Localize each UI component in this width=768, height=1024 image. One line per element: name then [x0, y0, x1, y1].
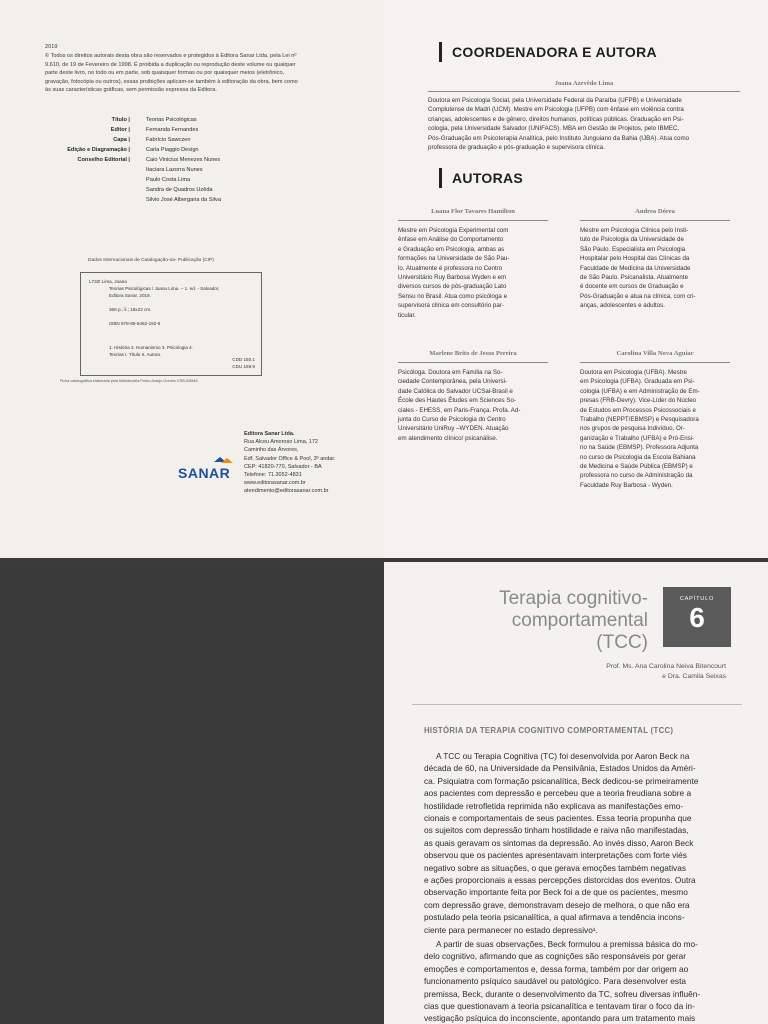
section-bar — [439, 42, 442, 62]
divider — [398, 362, 548, 363]
body-paragraph: A partir de suas observações, Beck formulou a premissa básica do mo- delo cognitivo, afirmando que as cognições são responsáveis por gerar emoções e comportamentos e, dessa forma, também por dar origem ao funcionamento psíquico saudável ou patológico. Para desenvolver esta premissa, Beck, durante o desenvolvimento da TC, sofreu diversas influên- cias que questionavam a teoria psicanalítica e tentavam tirar o foco da in- vestigação psíquica do inconsciente, apontando para um tratamento mais — [424, 939, 701, 1024]
body-paragraph: A TCC ou Terapia Cognitiva (TC) foi desenvolvida por Aaron Beck na década de 60, na Universidade da Pensilvânia, Estados Unidos da Améri- ca. Psiquiatra com formação psicanalítica, Beck dedicou-se primeiramente aos pacientes com depressão e percebeu que a teoria freudiana sobre a hostilidade retrofletida reprimida não explicava as manifestações emo- cionais e comportamentais de seus pacientes. Essa teoria propunha que os sujeitos com depressão tinham hostilidade e raiva não manifestadas, as quais geravam os sintomas da depressão. Ao invés disso, Aaron Beck observou que os pacientes apresentavam interpretações com forte viés negativo sobre as situações, o que gerava emoções também negativas e ações proporcionais a essas percepções distorcidas dos eventos. Outra observação importante feita por Beck foi a de que os pacientes, mesmo com depressão grave, demonstravam desejo de melhora, o que não era postulado pela teoria psicanalítica, a qual afirmava a tendência incons- ciente para permanecer no estado depressivo¹. — [424, 751, 699, 935]
coordinator-name: Joana Azevêdo Lima — [554, 80, 614, 87]
copyright-line: parte deste livro, no todo ou em parte, sob quaisquer formas ou por quaisquer meios (eletrônico, — [45, 70, 285, 77]
coordinator-section-title: COORDENADORA E AUTORA — [452, 44, 657, 60]
section-bar — [439, 168, 442, 188]
cip-line: ISBN 978-85-5462-192-6 — [109, 321, 161, 326]
author-name: Carolina Villa Nova Aguiar — [616, 350, 694, 357]
chapter-page — [384, 562, 768, 1024]
copyright-line: gravação, fotocópia ou outros), essas proibições aplicam-se também à editoração da obra, bem como — [45, 78, 298, 85]
copyright-line: às suas características gráficas, sem permissão expressa da Editora. — [45, 87, 217, 94]
author-bio: Doutora em Psicologia (UFBA). Mestre em Psicologia (UFBA). Graduada em Psi- cologia (UFBA) e em Administração de Em- presas (FRB-Devry). Vice-Líder do Núcleo de Estudos em Processos Psicossociais e Trabalho (NEPPT/EBMSP) e Pesquisadora nos grupos de pesquisa Indivíduo, Or- ganização e Trabalho (UFBA) e Pró-Ensi- no na Saúde (EBMSP). Professora Adjunta no curso de Psicologia da Escola Bahiana de Medicina e Saúde Pública (EBMSP) e professora no curso de Administração da Faculdade Ruy Barbosa - Wyden. — [580, 369, 700, 489]
cip-cdd: CDD 150.1 — [232, 357, 255, 362]
cip-line: Teorias I. Título II. Autora. — [109, 352, 162, 357]
page-back — [0, 562, 384, 1024]
copyright-line: 9.610, de 19 de Fevereiro de 1998. É proibida a duplicação ou reprodução deste volume ou qualquer — [45, 61, 296, 68]
author-name: Andrea Dórea — [635, 208, 675, 215]
divider — [580, 220, 730, 221]
publisher-website: www.editorasanar.com.br — [244, 480, 306, 487]
cip-footnote: Ficha catalográfica elaborada pela bibliotecária Pedro Araújo Gomes CRB-5/0846 — [60, 379, 198, 383]
publisher-address — [244, 430, 379, 496]
publisher-line: Telefone: 71.3052-4831 — [244, 472, 302, 479]
publisher-line: Caminho das Árvores, — [244, 447, 299, 454]
cip-box — [80, 272, 262, 376]
cip-cdu: CDU 159.9 — [232, 364, 255, 369]
publisher-email: atendimento@editorasanar.com.br — [244, 488, 329, 495]
publisher-line: Rua Alceu Amoroso Lima, 172 — [244, 439, 318, 446]
author-name: Luana Flor Tavares Hamilton — [431, 208, 515, 215]
copyright-line: © Todos os direitos autorais desta obra são reservados e protegidos à Editora Sanar Ltda. pela Lei nº — [45, 53, 297, 59]
authors-page — [384, 0, 768, 558]
credits-list: Título | Teorias Psicológicas Editor | Fernanda Fernandes Capa | Fabrício Sawczen Edição e Diagramação | Carla Piaggio Design Conselho Editorial | Caio Vinicius Menezes Nunes Itaciara Lazorra Nunes Paulo Costa Lima Sandra de Quadros Uzêda Silvio José Albergaria da Silva — [67, 117, 221, 203]
chapter-badge — [663, 587, 731, 647]
cip-line: Editora Sanar, 2019. — [109, 293, 151, 298]
author-bio: Psicóloga. Doutora em Família na So- ciedade Contemporânea, pela Universi- dade Católica do Salvador UCSal-Brasil e École des Hautes Études em Sciences So- ciales - EHESS, em Paris-França. Profa. Ad- junta do Curso de Psicologia do Centro Universitário UniRuy –WYDEN. Atuação em atendimento clínico/ psicanálise. — [398, 369, 521, 442]
divider — [412, 704, 742, 705]
cip-line: 1. História 2. Humanismo 3. Psicologia 4. — [109, 345, 193, 350]
author-name: Marlene Brito de Jesus Pereira — [429, 350, 517, 357]
cip-line: Teorias Psicológicas / Joana Lima. – 1. ed. - Salvador, — [109, 286, 220, 291]
authors-section-title: AUTORAS — [452, 170, 524, 186]
chapter-label: CAPÍTULO — [679, 596, 715, 602]
section-heading: HISTÓRIA DA TERAPIA COGNITIVO COMPORTAMENTAL (TCC) — [424, 726, 674, 735]
chapter-author: Prof. Ms. Ana Carolina Neiva Bitencourt — [606, 663, 726, 670]
chapter-authors — [606, 662, 726, 682]
cip-line: 368 p.; il.; 16x23 cm. — [109, 307, 152, 312]
chapter-title — [472, 588, 648, 654]
chapter-title-line: comportamental (TCC) — [511, 610, 648, 653]
author-bio: Mestre em Psicologia Clínica pelo Insti- tuto de Psicologia da Universidade de São Paulo. Especialista em Psicologia Hospitalar pelo Hospital das Clínicas da Faculdade de Medicina da Universidade de São Paulo. Psicanalista. Atualmente é docente em cursos de Graduação e Pós-Graduação e atua na clínica, com cri- anças, adolescentes e adultos. — [580, 227, 696, 310]
sanar-logo — [180, 456, 236, 486]
sanar-wordmark: SANAR — [178, 465, 231, 481]
cip-line: L732t Lima, Joana — [89, 279, 127, 284]
chapter-author: e Dra. Camila Seixas — [662, 673, 726, 680]
publisher-line: Edf. Salvador Office & Pool, 3º andar. — [244, 455, 336, 462]
coordinator-bio: Doutora em Psicologia Social, pela Universidade Federal da Paraíba (UFPB) e Universidade Complutense de Madri (UCM). Mestre em Psicologia (UFPB) com ênfase em violência contra crianças, adolescentes e de gênero, direitos humanos, políticas públicas. Graduação em Psi- cologia, pela Universidade Salvador (UNIFACS). MBA em Gestão de Projetos, pelo IBMEC. Pós-Graduação em Psicoterapia Analítica, pelo Instituto Junguiano da Bahia (IJBA). Atua como professora de graduação e pós-graduação e supervisora clínica. — [428, 97, 690, 152]
copyright-year: 2019 — [45, 44, 58, 50]
chapter-number: 6 — [689, 602, 705, 633]
cip-heading: Dados Internacionais de Catalogação-na- Publicação (CIP) — [88, 258, 214, 263]
divider — [428, 91, 740, 92]
publisher-line: CEP: 41820-770, Salvador - BA — [244, 463, 322, 470]
publisher-name: Editora Sanar Ltda. — [244, 431, 295, 437]
divider — [580, 362, 730, 363]
chapter-title-line: Terapia cognitivo- — [499, 588, 648, 609]
copyright-notice — [45, 52, 345, 95]
divider — [398, 220, 548, 221]
author-bio: Mestre em Psicologia Experimental com ênfase em Análise do Comportamento e Graduação em Psicologia, ambas as formações na Universidade de São Pau- lo. Atualmente é professora no Centro Universitário Ruy Barbosa Wyden e em diversos cursos de pós-graduação Lato Sensu no Brasil. Atua como psicóloga e supervisora clínica em consultório par- ticular. — [398, 227, 510, 319]
copyright-page — [0, 0, 384, 558]
